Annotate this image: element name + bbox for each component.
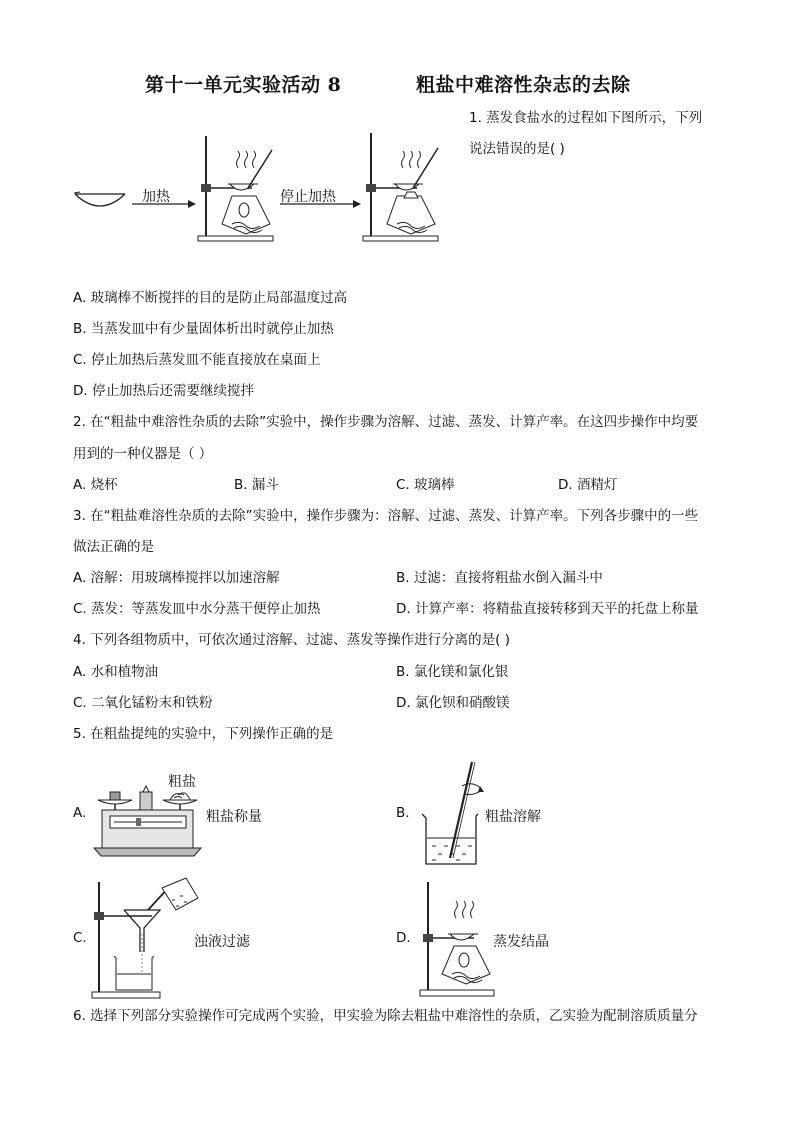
q1-option-b[interactable]: B. 当蒸发皿中有少量固体析出时就停止加热 xyxy=(73,321,334,337)
q4-option-d[interactable]: D. 氯化钡和硝酸镁 xyxy=(396,695,510,711)
balance-illustration xyxy=(90,786,205,858)
q3-option-d[interactable]: D. 计算产率：将精盐直接转移到天平的托盘上称量 xyxy=(396,601,699,617)
q5-option-a-letter[interactable]: A. xyxy=(73,805,87,821)
q1-evaporation-figure xyxy=(70,128,460,253)
q4-stem: 4. 下列各组物质中，可依次通过溶解、过滤、蒸发等操作进行分离的是( ) xyxy=(73,632,510,648)
q3-stem-line1: 3. 在“粗盐难溶性杂质的去除”实验中，操作步骤为：溶解、过滤、蒸发、计算产率。下列各步骤中的一些 xyxy=(73,508,699,524)
label-heat: 加热 xyxy=(142,189,170,205)
q5-option-d-caption: 蒸发结晶 xyxy=(493,934,549,950)
q5-stem: 5. 在粗盐提纯的实验中，下列操作正确的是 xyxy=(73,726,334,742)
q5-option-b-letter[interactable]: B. xyxy=(396,805,410,821)
q5-option-c-letter[interactable]: C. xyxy=(73,930,87,946)
q1-stem-line1: 1. 蒸发食盐水的过程如下图所示，下列 xyxy=(469,110,703,126)
q2-option-c[interactable]: C. 玻璃棒 xyxy=(396,477,455,493)
q1-option-d[interactable]: D. 停止加热后还需要继续搅拌 xyxy=(73,383,254,399)
title-part1: 第十一单元实验活动 8 xyxy=(145,74,342,96)
q3-option-c[interactable]: C. 蒸发：等蒸发皿中水分蒸干便停止加热 xyxy=(73,601,321,617)
q4-option-c[interactable]: C. 二氧化锰粉末和铁粉 xyxy=(73,695,213,711)
filtration-illustration xyxy=(90,876,200,1000)
q2-option-b[interactable]: B. 漏斗 xyxy=(234,477,279,493)
q2-stem-line1: 2. 在“粗盐中难溶性杂质的去除”实验中，操作步骤为溶解、过滤、蒸发、计算产率。在这四步操作中均要 xyxy=(73,414,699,430)
q5-a-top-label: 粗盐 xyxy=(168,774,196,790)
q5-option-d-letter[interactable]: D. xyxy=(396,930,411,946)
q3-stem-line2: 做法正确的是 xyxy=(73,539,154,555)
q6-stem-line1: 6. 选择下列部分实验操作可完成两个实验，甲实验为除去粗盐中难溶性的杂质，乙实验为配制溶质质量分 xyxy=(73,1008,698,1024)
q1-option-c[interactable]: C. 停止加热后蒸发皿不能直接放在桌面上 xyxy=(73,352,321,368)
q5-option-a-caption: 粗盐称量 xyxy=(206,809,262,825)
evaporation-crystallization-illustration xyxy=(418,878,498,1000)
q2-option-a[interactable]: A. 烧杯 xyxy=(73,477,118,493)
q5-option-c-caption: 浊液过滤 xyxy=(194,934,250,950)
label-stop-heat: 停止加热 xyxy=(280,189,336,205)
q5-option-b-caption: 粗盐溶解 xyxy=(485,809,541,825)
title-part2: 粗盐中难溶性杂志的去除 xyxy=(416,74,631,96)
q1-option-a[interactable]: A. 玻璃棒不断搅拌的目的是防止局部温度过高 xyxy=(73,290,348,306)
q1-stem-line2: 说法错误的是( ) xyxy=(469,141,565,157)
q2-option-d[interactable]: D. 酒精灯 xyxy=(558,477,618,493)
ring-stand-stopped xyxy=(363,133,438,241)
q3-option-a[interactable]: A. 溶解：用玻璃棒搅拌以加速溶解 xyxy=(73,570,280,586)
q4-option-a[interactable]: A. 水和植物油 xyxy=(73,664,159,680)
q4-option-b[interactable]: B. 氯化镁和氯化银 xyxy=(396,664,509,680)
ring-stand-heating xyxy=(198,136,273,241)
q2-stem-line2: 用到的一种仪器是（ ） xyxy=(73,446,213,462)
q3-option-b[interactable]: B. 过滤：直接将粗盐水倒入漏斗中 xyxy=(396,570,603,586)
